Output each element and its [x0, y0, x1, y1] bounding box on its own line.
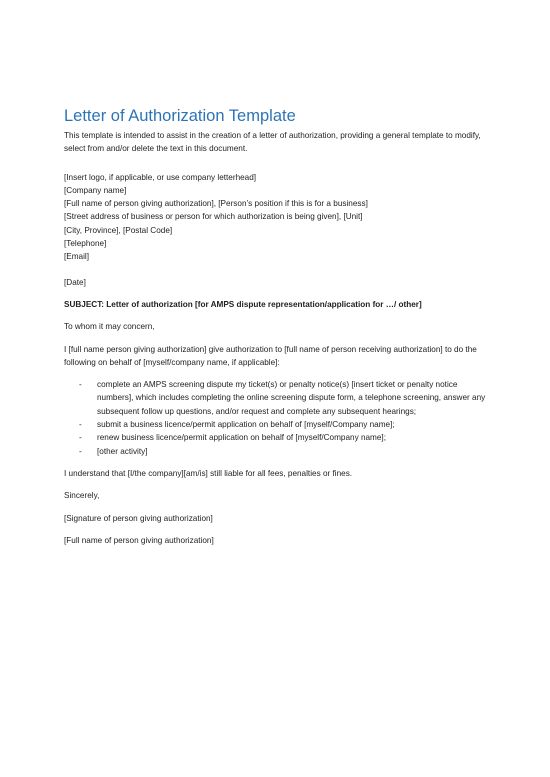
date-line: [Date] — [64, 277, 86, 287]
letterhead-city-line: [City, Province], [Postal Code] — [64, 225, 173, 235]
document-content — [64, 106, 494, 556]
closing: Sincerely, — [64, 491, 100, 501]
list-item-text: submit a business licence/permit application on behalf of [myself/Company name]; — [97, 420, 395, 430]
liability-paragraph: I understand that [I/the company][am/is] still liable for all fees, penalties or fines. — [64, 468, 353, 478]
full-name-line: [Full name of person giving authorization] — [64, 535, 214, 545]
letterhead-telephone-line: [Telephone] — [64, 239, 107, 249]
letterhead-person-line: [Full name of person giving authorization], [Person’s position if this is for a business] — [64, 199, 368, 209]
list-item-text: [other activity] — [97, 446, 148, 456]
list-item-text: complete an AMPS screening dispute my ticket(s) or penalty notice(s) [insert ticket or penalty notice numbers], which includes completing the online screening dispute form, a telephone screening, answer any subsequent follow up questions, and/or request and complete any subsequent hearings; — [97, 380, 486, 416]
letterhead-company-line: [Company name] — [64, 185, 127, 195]
letterhead-address-line: [Street address of business or person for which authorization is being given], [Unit] — [64, 212, 363, 222]
list-item — [64, 431, 494, 444]
list-item-text: renew business licence/permit application on behalf of [myself/Company name]; — [97, 433, 386, 443]
bullet-dash: - — [79, 446, 82, 456]
bullet-dash: - — [79, 380, 82, 390]
document-title: Letter of Authorization Template — [64, 107, 296, 125]
salutation: To whom it may concern, — [64, 322, 155, 332]
authorized-activities-list — [64, 378, 494, 458]
bullet-dash: - — [79, 433, 82, 443]
list-item — [64, 378, 494, 418]
list-item — [64, 418, 494, 431]
letterhead-block — [64, 171, 494, 264]
subject-line: SUBJECT: Letter of authorization [for AMPS dispute representation/application for …/ other] — [64, 299, 422, 309]
list-item — [64, 445, 494, 458]
letterhead-email-line: [Email] — [64, 252, 90, 262]
signature-line: [Signature of person giving authorization] — [64, 513, 213, 523]
bullet-dash: - — [79, 420, 82, 430]
letterhead-logo-line: [Insert logo, if applicable, or use company letterhead] — [64, 172, 257, 182]
authorization-paragraph: I [full name person giving authorization] give authorization to [full name of person receiving authorization] to do the following on behalf of [myself/company name, if applicable]: — [64, 344, 477, 367]
intro-paragraph: This template is intended to assist in the creation of a letter of authorization, providing a general template to modify, select from and/or delete the text in this document. — [64, 131, 481, 154]
